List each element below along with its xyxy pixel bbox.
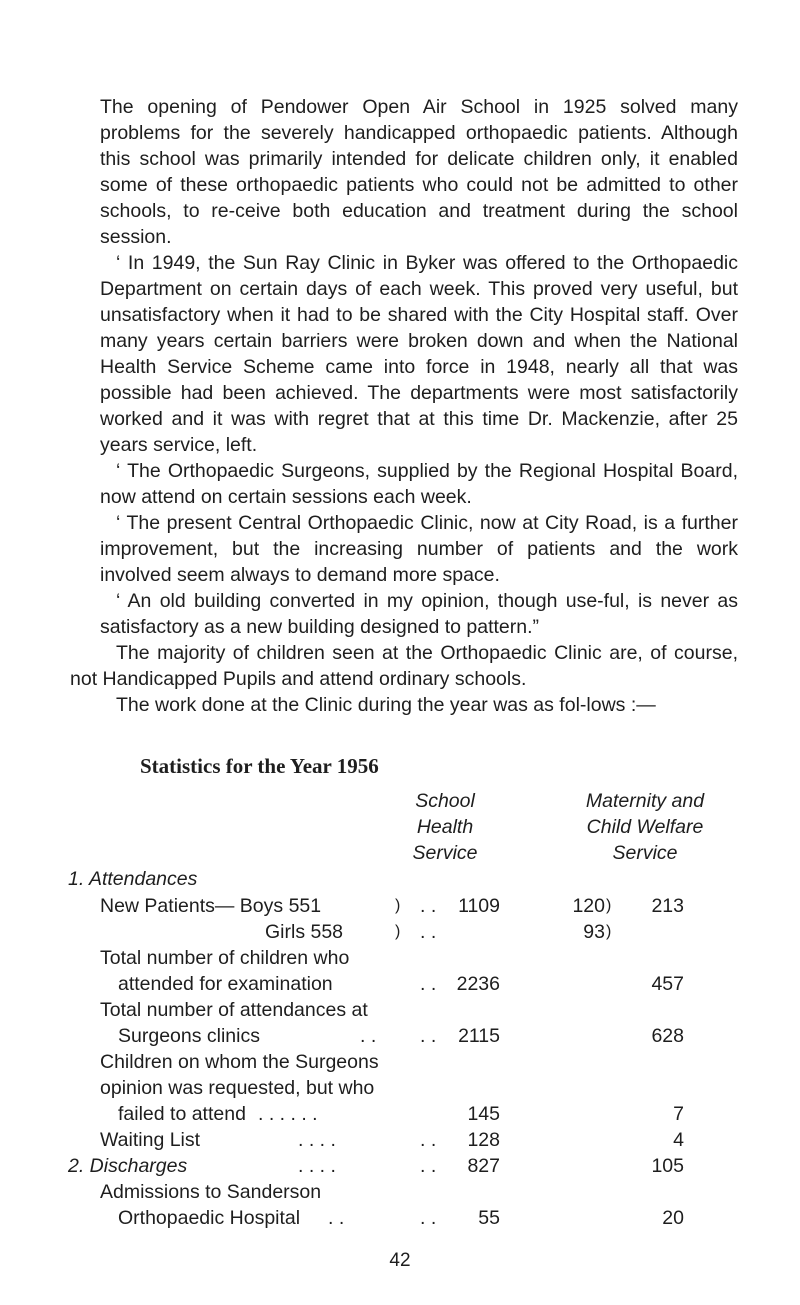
girls-label: Girls 558 — [265, 921, 344, 943]
row-failed-line3: failed to attend — [118, 1103, 246, 1125]
boys-maternity: 120 — [572, 895, 605, 917]
col1-header-line2: Health — [416, 816, 474, 838]
row-disc-maternity: 105 — [651, 1155, 684, 1177]
leader: . . . . — [298, 1129, 336, 1151]
paragraph-7: The work done at the Clinic during the year was as fol-lows :— — [116, 694, 656, 716]
section-attendances: 1. Attendances — [68, 868, 198, 890]
row-wait-maternity: 4 — [673, 1129, 684, 1151]
new-patients-maternity-total: 213 — [651, 895, 684, 917]
table-title: Statistics for the Year 1956 — [140, 754, 379, 778]
paragraph-4: ‘ The present Central Orthopaedic Clinic, now at City Road, is a further improvement, but the increasing number of patients and the work involved seem always to demand more space. — [100, 512, 738, 586]
brace-left: ) — [395, 897, 401, 914]
col2-header-line2: Child Welfare — [586, 816, 704, 838]
paragraph-5: ‘ An old building converted in my opinion, though use-ful, is never as satisfactory as a new building designed to pattern.” — [100, 590, 738, 638]
row-failed-line1: Children on whom the Surgeons — [100, 1051, 379, 1073]
page-number: 42 — [389, 1250, 411, 1271]
row-wait-label: Waiting List — [100, 1129, 201, 1151]
row-adm-line1: Admissions to Sanderson — [100, 1181, 322, 1203]
col2-header-line1: Maternity and — [585, 790, 705, 812]
new-patients-school: 1109 — [458, 895, 500, 917]
row-adm-school: 55 — [478, 1207, 500, 1229]
paragraph-3: ‘ The Orthopaedic Surgeons, supplied by the Regional Hospital Board, now attend on certain sessions each week. — [100, 460, 738, 508]
leader: . . — [360, 1025, 377, 1047]
row-exam-school: 2236 — [456, 973, 500, 995]
paragraph-6: The majority of children seen at the Orthopaedic Clinic are, of course, not Handicapped Pupils and attend ordinary schools. — [70, 642, 738, 690]
leader: . . — [420, 1155, 437, 1177]
leader: . . . . — [298, 1155, 336, 1177]
brace-right: ) — [606, 923, 612, 940]
row-att-school: 2115 — [458, 1025, 500, 1047]
col1-header-line3: Service — [412, 842, 478, 864]
col2-header-line3: Service — [612, 842, 678, 864]
body-text — [70, 94, 738, 718]
row-failed-school: 145 — [467, 1103, 500, 1125]
row-exam-line2: attended for examination — [118, 973, 333, 995]
row-wait-school: 128 — [467, 1129, 500, 1151]
row-failed-line2: opinion was requested, but who — [100, 1077, 375, 1099]
row-att-line2: Surgeons clinics — [118, 1025, 260, 1047]
row-adm-maternity: 20 — [662, 1207, 684, 1229]
row-disc-school: 827 — [467, 1155, 500, 1177]
brace-right: ) — [606, 897, 612, 914]
row-att-line1: Total number of attendances at — [100, 999, 368, 1021]
row-exam-maternity: 457 — [651, 973, 684, 995]
new-patients-label: New Patients— Boys 551 — [100, 895, 322, 917]
girls-maternity: 93 — [583, 921, 605, 943]
row-failed-maternity: 7 — [673, 1103, 684, 1125]
leader: . . . . . . — [258, 1103, 318, 1125]
leader: . . — [328, 1207, 345, 1229]
col1-header-line1: School — [415, 790, 475, 812]
paragraph-2: ‘ In 1949, the Sun Ray Clinic in Byker was offered to the Orthopaedic Department on certain days of each week. This proved very useful, but unsatisfactory when it had to be shared with the City Hospital staff. Over many years certain barriers were broken down and when the National Health Service Scheme came into force in 1948, nearly all that was possible had been achieved. The departments were most satisfactorily worked and it was with regret that at this time Dr. Mackenzie, after 25 years service, left. — [100, 252, 738, 456]
row-adm-line2: Orthopaedic Hospital — [118, 1207, 301, 1229]
leader: . . — [420, 973, 437, 995]
row-att-maternity: 628 — [651, 1025, 684, 1047]
leader: . . — [420, 921, 437, 943]
leader: . . — [420, 1025, 437, 1047]
brace-left: ) — [395, 923, 401, 940]
col-header-maternity — [550, 788, 740, 866]
row-exam-line1: Total number of children who — [100, 947, 350, 969]
leader: . . — [420, 895, 437, 917]
paragraph-1: The opening of Pendower Open Air School in 1925 solved many problems for the severely handicapped orthopaedic patients. Although this school was primarily intended for delicate children only, it enabled some of these orthopaedic patients who could not be admitted to other schools, to re-ceive both education and treatment during the school session. — [100, 96, 738, 248]
leader: . . — [420, 1207, 437, 1229]
leader: . . — [420, 1129, 437, 1151]
col-header-school-health — [380, 788, 510, 866]
section-discharges: 2. Discharges — [68, 1155, 188, 1177]
